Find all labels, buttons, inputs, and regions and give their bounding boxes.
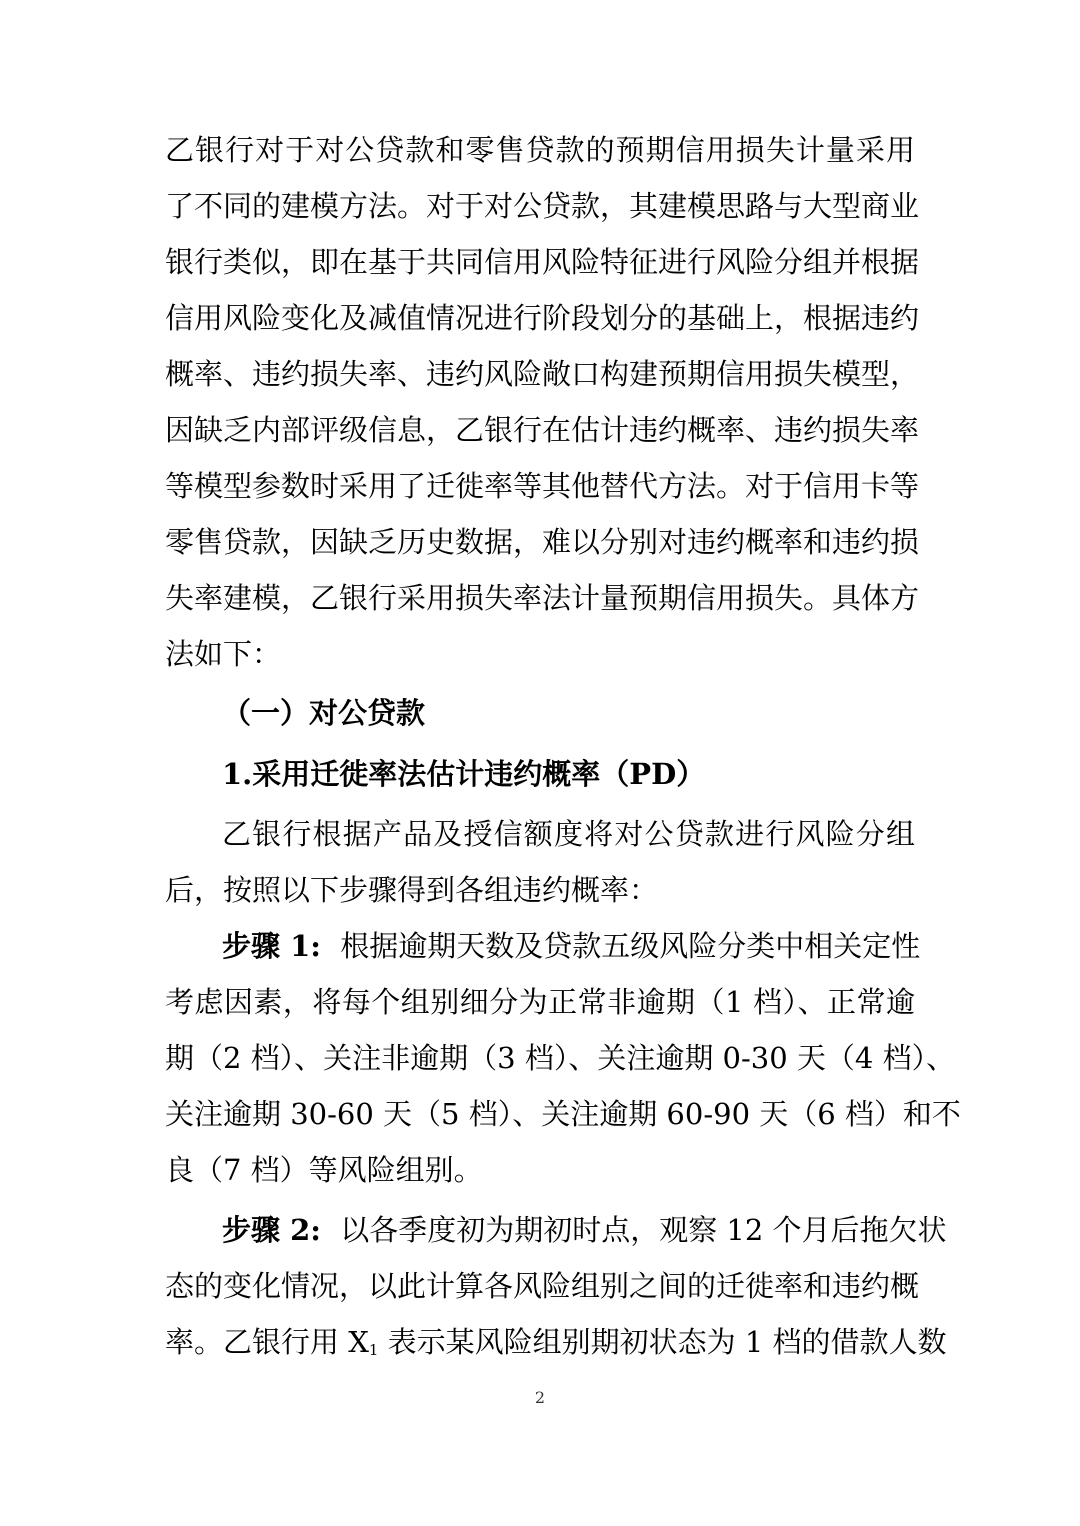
text-fragment: 表示某风险组别期初状态为 1 档的借款人数 [378,1325,947,1359]
subscript: 1 [368,1341,379,1359]
body-line: 考虑因素，将每个组别细分为正常非逾期（1 档）、正常逾 [165,985,915,1019]
step1-first-line [222,926,921,966]
body-line: 法如下： [165,637,282,671]
body-line: 良（7 档）等风险组别。 [165,1153,483,1187]
body-line-with-subscript [165,1322,947,1362]
body-line: 概率、违约损失率、违约风险敞口构建预期信用损失模型， [165,357,920,391]
page-number: 2 [534,1388,546,1407]
step1-label: 步骤 1: [222,929,321,963]
body-line: 乙银行对于对公贷款和零售贷款的预期信用损失计量采用 [165,133,915,167]
text-fragment: 率。乙银行用 X [165,1325,369,1359]
body-line: 态的变化情况，以此计算各风险组别之间的迁徙率和违约概 [165,1269,920,1303]
body-line: 失率建模，乙银行采用损失率法计量预期信用损失。具体方 [165,581,920,615]
body-line: 了不同的建模方法。对于对公贷款，其建模思路与大型商业 [165,189,920,223]
step1-text: 根据逾期天数及贷款五级风险分类中相关定性 [340,929,921,963]
body-line: 关注逾期 30-60 天（5 档）、关注逾期 60-90 天（6 档）和不 [165,1097,961,1131]
body-line: 信用风险变化及减值情况进行阶段划分的基础上，根据违约 [165,301,920,335]
body-line: 银行类似，即在基于共同信用风险特征进行风险分组并根据 [165,245,920,279]
body-line: 零售贷款，因缺乏历史数据，难以分别对违约概率和违约损 [165,525,920,559]
section-heading: （一）对公贷款 [222,696,426,730]
subsection-heading: 1.采用迁徙率法估计违约概率（PD） [222,757,706,791]
step2-label: 步骤 2: [222,1213,321,1247]
step2-first-line [222,1210,947,1250]
body-line: 期（2 档）、关注非逾期（3 档）、关注逾期 0-30 天（4 档）、 [165,1041,956,1075]
body-line: 后，按照以下步骤得到各组违约概率： [165,873,659,907]
body-line: 等模型参数时采用了迁徙率等其他替代方法。对于信用卡等 [165,469,920,503]
body-line: 乙银行根据产品及授信额度将对公贷款进行风险分组 [222,817,915,851]
body-line: 因缺乏内部评级信息，乙银行在估计违约概率、违约损失率 [165,413,920,447]
step2-text: 以各季度初为期初时点，观察 12 个月后拖欠状 [340,1213,947,1247]
